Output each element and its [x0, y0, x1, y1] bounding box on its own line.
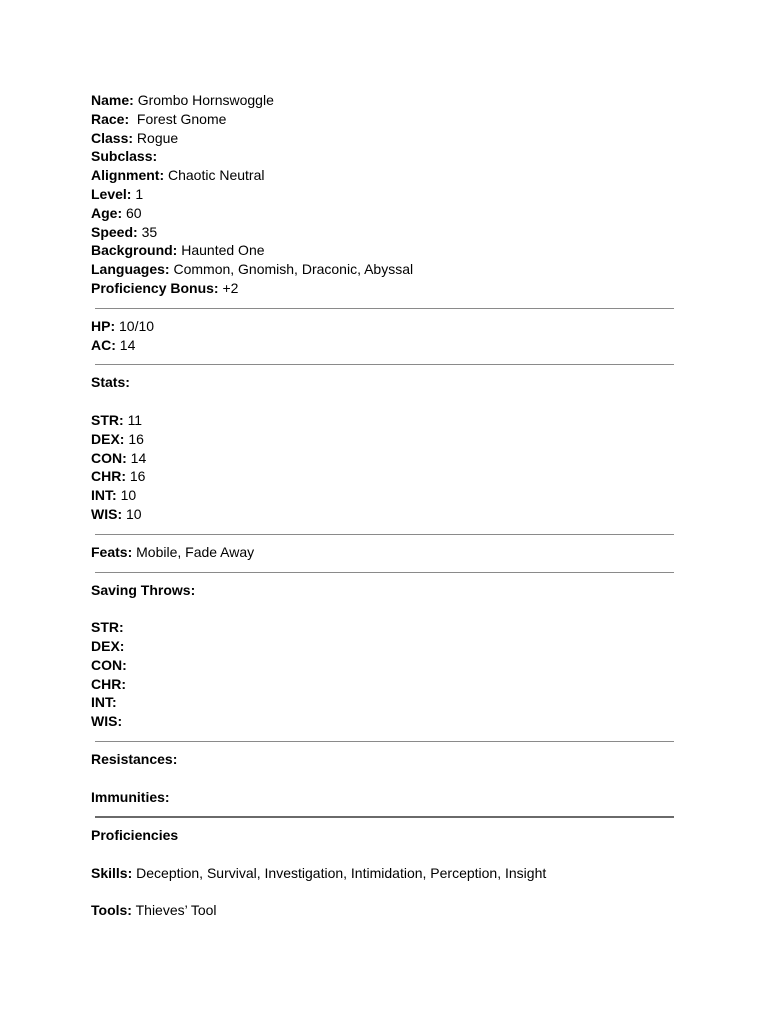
skills-label: Skills: [91, 864, 133, 881]
speed-label: Speed: [91, 223, 138, 240]
saving-throw-chr: CHR: [91, 675, 126, 692]
class-value: Rogue [136, 129, 179, 146]
level-label: Level: [91, 185, 132, 202]
tools-value: Thieves’ Tool [135, 902, 217, 919]
alignment-label: Alignment: [91, 167, 165, 184]
hp-row [91, 317, 674, 336]
feats-value: Mobile, Fade Away [136, 543, 255, 560]
stat-label: DEX: [91, 430, 125, 447]
divider [95, 534, 674, 535]
saving-throw-con: CON: [91, 656, 127, 673]
ac-row [91, 336, 674, 355]
languages-row [91, 260, 674, 279]
ac-value: 14 [119, 336, 136, 353]
stat-row-dex [91, 430, 674, 449]
feats-row [91, 543, 674, 562]
saving-throw-wis: WIS: [91, 713, 123, 730]
subclass-row [91, 147, 674, 166]
background-row [91, 241, 674, 260]
saving-throws-heading: Saving Throws: [91, 581, 196, 598]
subclass-label: Subclass: [91, 148, 158, 165]
skills-row [91, 864, 674, 883]
name-row [91, 91, 674, 110]
class-row [91, 129, 674, 148]
languages-label: Languages: [91, 261, 170, 278]
tools-row [91, 901, 674, 920]
stat-label: WIS: [91, 505, 123, 522]
saving-throw-str: STR: [91, 619, 124, 636]
divider [95, 741, 674, 742]
proficiency-bonus-value: +2 [222, 279, 239, 296]
feats-label: Feats: [91, 543, 133, 560]
speed-row [91, 223, 674, 242]
proficiencies-heading: Proficiencies [91, 827, 179, 844]
stat-label: CON: [91, 449, 127, 466]
proficiency-bonus-row [91, 279, 674, 298]
spacer [91, 599, 674, 618]
hp-value: 10/10 [119, 317, 155, 334]
race-value: Forest Gnome [136, 110, 227, 127]
skills-value: Deception, Survival, Investigation, Intimidation, Perception, Insight [136, 864, 547, 881]
stat-value: 16 [128, 430, 144, 447]
divider [95, 572, 674, 573]
stat-value: 10 [120, 487, 137, 504]
background-value: Haunted One [181, 242, 265, 259]
stat-value: 10 [126, 505, 142, 522]
stat-label: STR: [91, 411, 124, 428]
character-sheet [91, 91, 674, 920]
level-value: 1 [135, 185, 144, 202]
resistances-label: Resistances: [91, 750, 178, 767]
stat-row-con [91, 449, 674, 468]
divider-thick [95, 816, 674, 818]
languages-value: Common, Gnomish, Draconic, Abyssal [173, 261, 414, 278]
spacer [91, 769, 674, 788]
hp-label: HP: [91, 317, 116, 334]
divider [95, 364, 674, 365]
stats-heading: Stats: [91, 374, 130, 391]
spacer [91, 845, 674, 864]
spacer [91, 392, 674, 411]
age-value: 60 [126, 204, 142, 221]
spacer [91, 883, 674, 902]
saving-throw-dex: DEX: [91, 637, 125, 654]
divider [95, 308, 674, 309]
stat-row-int [91, 486, 674, 505]
race-label: Race: [91, 110, 130, 127]
proficiency-bonus-label: Proficiency Bonus: [91, 279, 219, 296]
age-row [91, 204, 674, 223]
class-label: Class: [91, 129, 134, 146]
age-label: Age: [91, 204, 123, 221]
alignment-row [91, 166, 674, 185]
stat-value: 14 [130, 449, 147, 466]
stat-row-chr [91, 467, 674, 486]
tools-label: Tools: [91, 902, 132, 919]
alignment-value: Chaotic Neutral [168, 167, 265, 184]
saving-throw-int: INT: [91, 694, 117, 711]
stat-label: INT: [91, 487, 117, 504]
level-row [91, 185, 674, 204]
ac-label: AC: [91, 336, 116, 353]
stat-value: 16 [129, 468, 146, 485]
name-label: Name: [91, 92, 134, 108]
background-label: Background: [91, 242, 178, 259]
name-value: Grombo Hornswoggle [137, 92, 274, 108]
stat-row-wis [91, 505, 674, 524]
immunities-label: Immunities: [91, 788, 170, 805]
stat-value: 11 [127, 411, 143, 428]
stat-label: CHR: [91, 468, 126, 485]
stat-row-str [91, 411, 674, 430]
race-row [91, 110, 674, 129]
speed-value: 35 [141, 223, 158, 240]
